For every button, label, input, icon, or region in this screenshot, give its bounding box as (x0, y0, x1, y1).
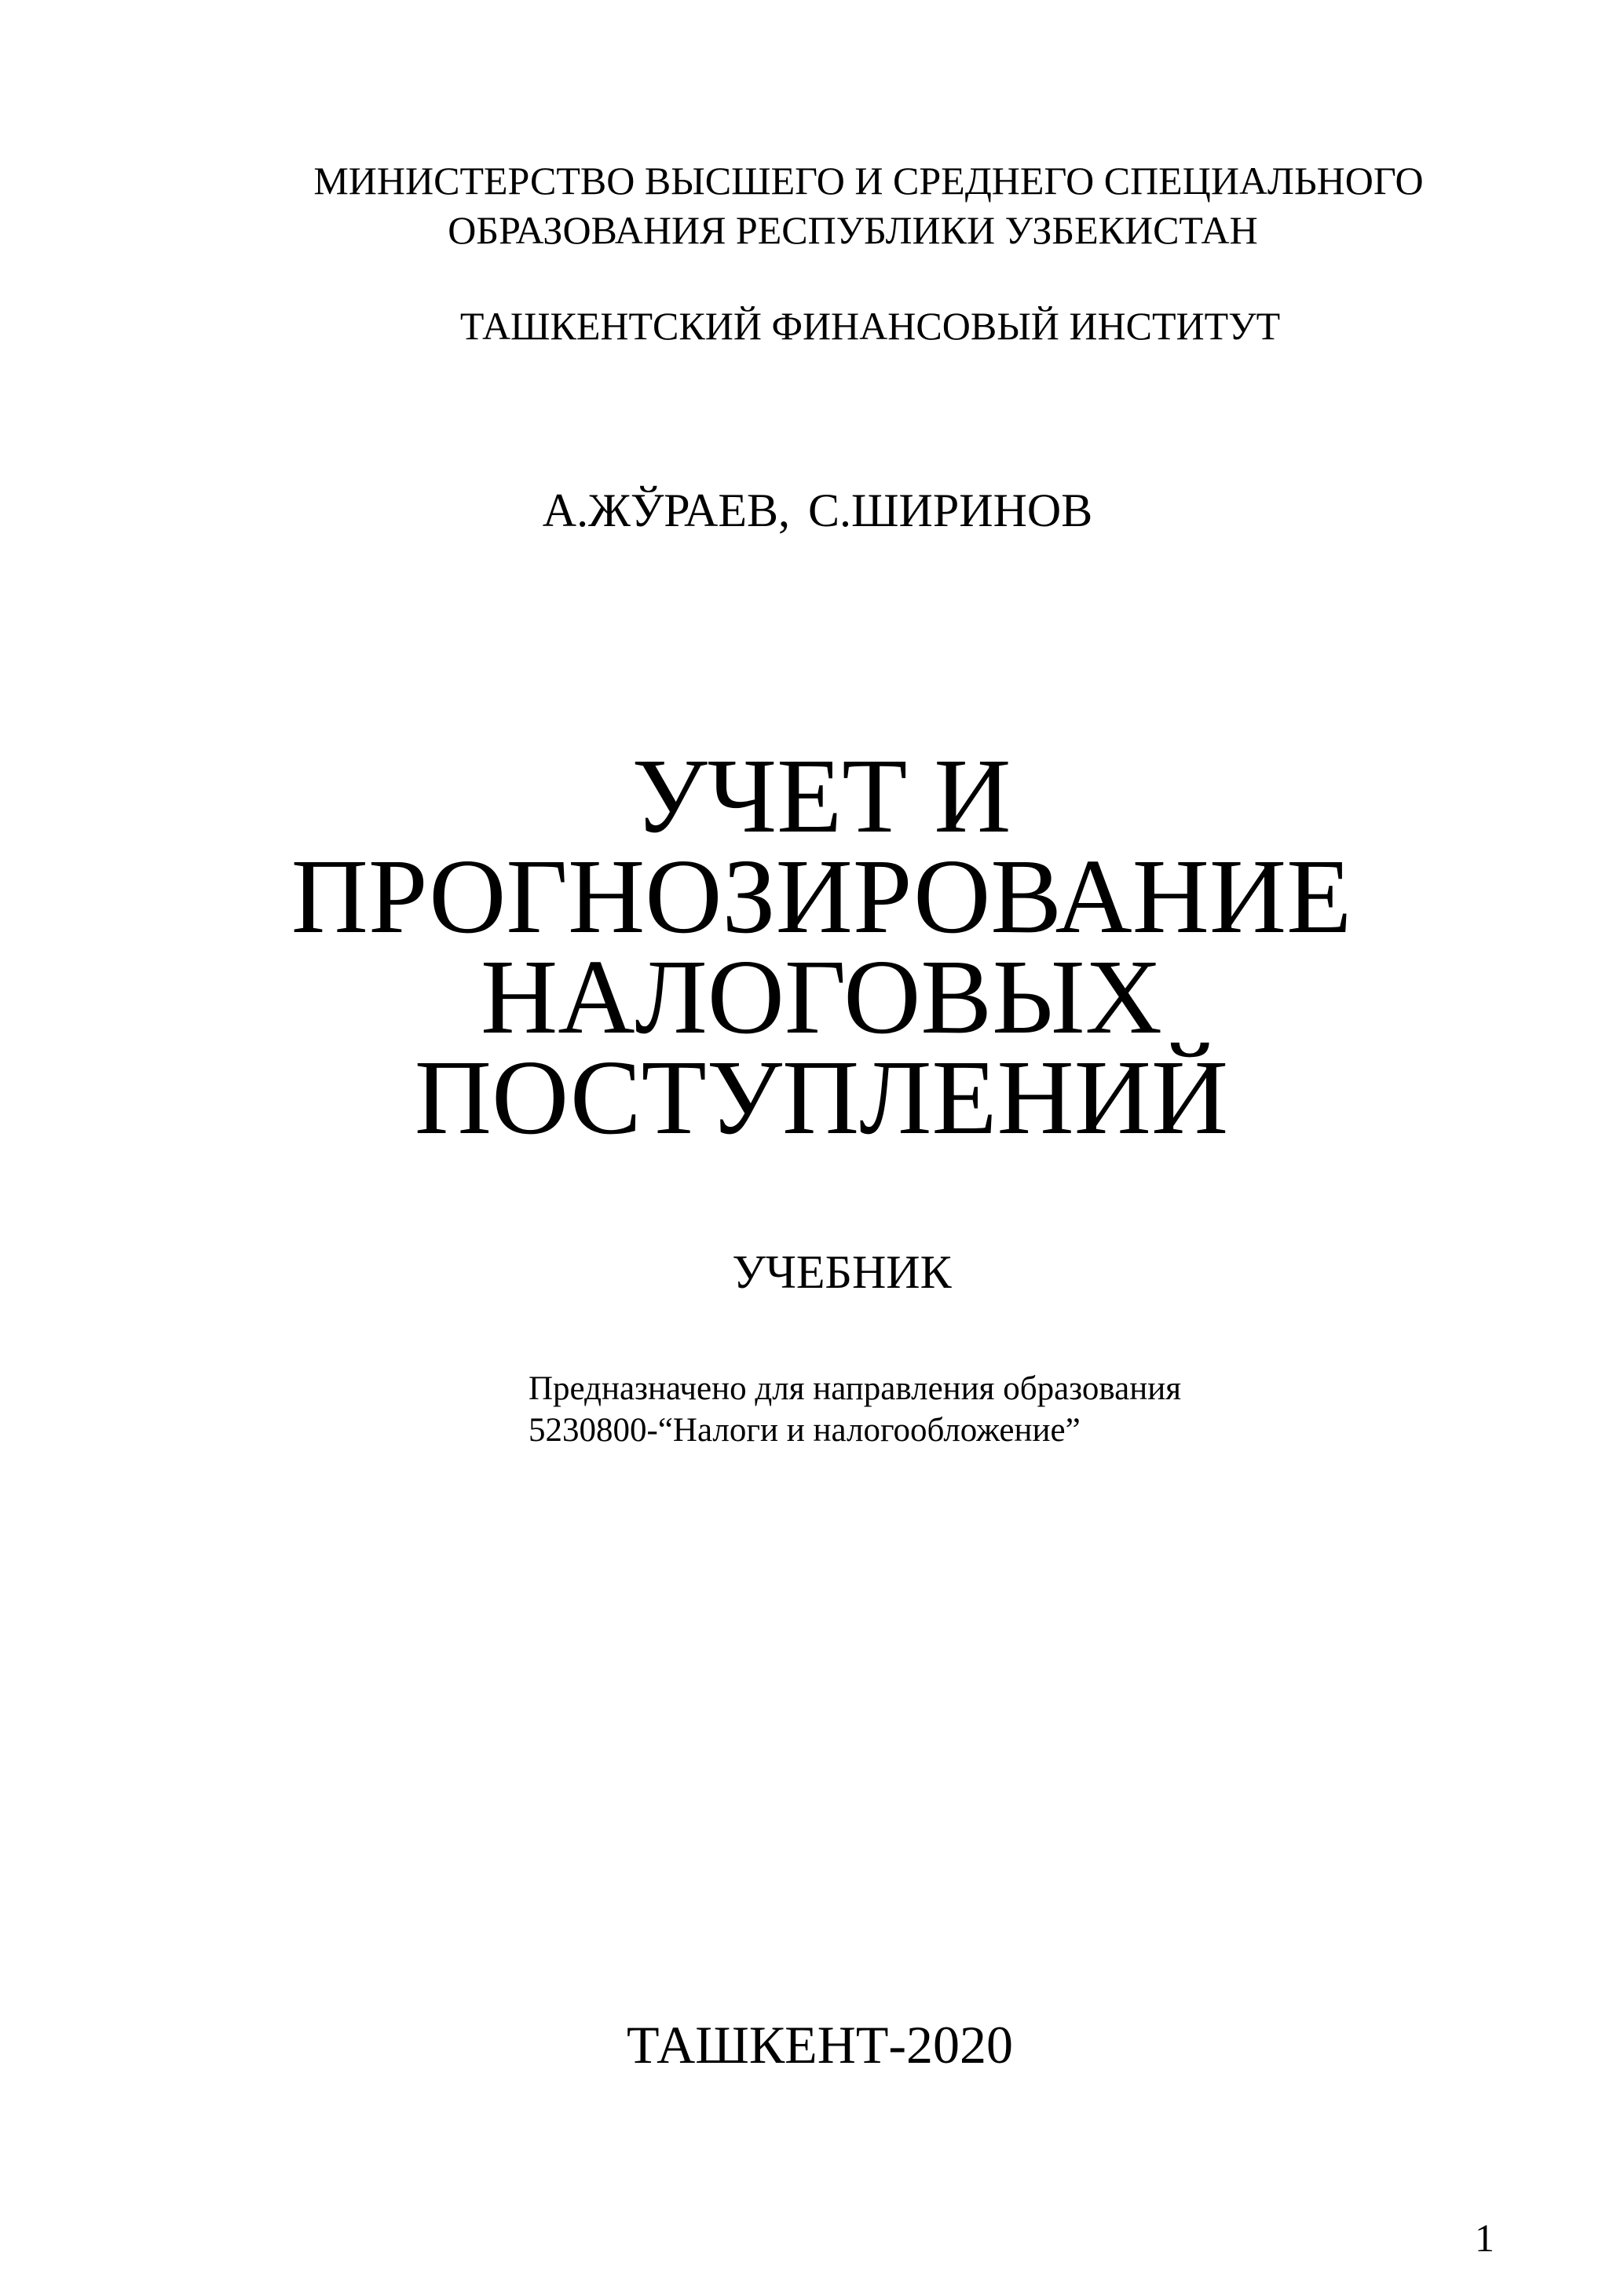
authors: А.ЖЎРАЕВ, С.ШИРИНОВ (542, 484, 1093, 536)
institute-name: ТАШКЕНТСКИЙ ФИНАНСОВЫЙ ИНСТИТУТ (459, 304, 1281, 348)
title-line-3: НАЛОГОВЫХ (481, 938, 1162, 1056)
purpose-note (529, 1368, 1181, 1451)
city-year: ТАШКЕНТ-2020 (626, 2015, 1014, 2075)
ministry-line-1: МИНИСТЕРСТВО ВЫСШЕГО И СРЕДНЕГО СПЕЦИАЛЬНОГО (313, 159, 1424, 203)
book-type: УЧЕБНИК (732, 1246, 952, 1298)
page-number: 1 (1475, 2216, 1494, 2260)
ministry-line-2: ОБРАЗОВАНИЯ РЕСПУБЛИКИ УЗБЕКИСТАН (448, 208, 1258, 252)
purpose-line-1: Предназначено для направления образования (529, 1370, 1182, 1407)
title-line-1: УЧЕТ И (631, 737, 1011, 855)
title-line-4: ПОСТУПЛЕНИЙ (414, 1039, 1229, 1157)
title-line-2: ПРОГНОЗИРОВАНИЕ (291, 838, 1352, 956)
purpose-line-2: 5230800-“Налоги и налогообложение” (529, 1412, 1081, 1449)
book-title (9, 737, 1624, 1157)
